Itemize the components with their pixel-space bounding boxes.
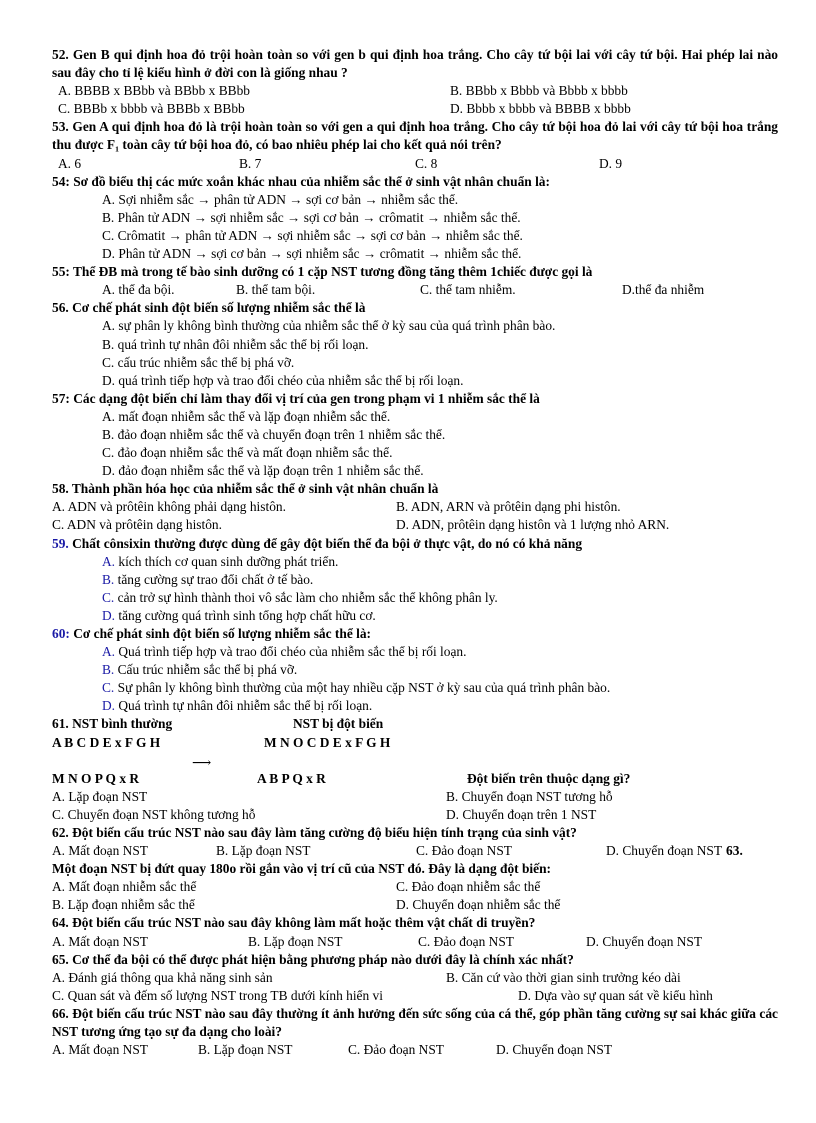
option-b: B. Phân tử ADN → sợi nhiễm sắc → sợi cơ bản → crômatit → nhiễm sắc thể.	[102, 209, 521, 225]
option-b	[52, 661, 778, 679]
option-c: C. Chuyển đoạn NST không tương hỗ	[52, 806, 256, 822]
option-d: D. 9	[599, 155, 623, 171]
question-text: Cơ chế phát sinh đột biến số lượng nhiễm sắc thể là:	[69, 626, 371, 641]
question-54-stem: 54: Sơ đồ biểu thị các mức xoắn khác nhau của nhiễm sắc thể ở sinh vật nhân chuẩn là:	[52, 173, 550, 189]
option-c: C. Đảo đoạn NST	[416, 843, 512, 859]
question-61-options-row2	[52, 806, 778, 824]
option-a: A. Mất đoạn NST	[52, 933, 148, 949]
option-c: C. Đảo đoạn NST	[418, 933, 514, 949]
question-62-options	[52, 842, 778, 860]
question-61-sequence-row1	[52, 734, 778, 752]
option-d: D. Chuyển đoạn NST	[606, 843, 723, 859]
question-63-number: 63.	[726, 843, 743, 859]
option-c: C. cấu trúc nhiễm sắc thể bị phá vỡ.	[102, 354, 295, 370]
option-d: D. Dựa vào sự quan sát về kiểu hình	[518, 987, 713, 1003]
question-58-stem: 58. Thành phần hóa học của nhiễm sắc thể ở sinh vật nhân chuẩn là	[52, 481, 439, 497]
option-b: B. đảo đoạn nhiễm sắc thể và chuyển đoạn trên 1 nhiễm sắc thể.	[102, 426, 446, 442]
option-c: C. Đảo đoạn nhiễm sắc thể	[396, 879, 541, 895]
option-b: B. Lặp đoạn NST	[216, 843, 311, 859]
document-page	[52, 46, 778, 1059]
option-d	[52, 607, 778, 625]
question-65-stem: 65. Cơ thể đa bội có thể được phát hiện bằng phương pháp nào dưới đây là chính xác nhất?	[52, 951, 574, 967]
option-text: kích thích cơ quan sinh dưỡng phát triển.	[115, 553, 339, 569]
option-c: C. thể tam nhiễm.	[420, 282, 516, 298]
option-a: A. BBBB x BBbb và BBbb x BBbb	[58, 83, 250, 99]
option-d: D. ADN, prôtêin dạng histôn và 1 lượng nhỏ ARN.	[396, 517, 670, 533]
option-b: B. Chuyển đoạn NST tương hỗ	[446, 788, 613, 804]
question-65-options-row1	[52, 969, 778, 987]
option-c	[52, 589, 778, 607]
mutant-sequence-2: A B P Q x R	[257, 770, 326, 786]
question-61-options-row1	[52, 788, 778, 806]
option-a: A. Mất đoạn nhiễm sắc thể	[52, 879, 197, 895]
arrow-icon: ⟶	[192, 754, 212, 770]
option-text: Sự phân ly không bình thường của một hay nhiều cặp NST ở kỳ sau của quá trình phân bào.	[114, 680, 611, 696]
option-letter: A.	[102, 644, 116, 660]
normal-nst-label: 61. NST bình thường	[52, 716, 173, 732]
option-b: B. 7	[239, 155, 262, 171]
option-c: C. BBBb x bbbb và BBBb x BBbb	[58, 101, 245, 117]
option-b: B. quá trình tự nhân đôi nhiễm sắc thể bị rối loạn.	[102, 336, 369, 352]
option-c: C. Đảo đoạn NST	[348, 1042, 444, 1058]
question-65-options-row2	[52, 987, 778, 1005]
option-c	[52, 679, 778, 697]
option-a: A. Lặp đoạn NST	[52, 788, 148, 804]
question-number: 59.	[52, 535, 69, 551]
question-52-options-row2	[52, 100, 778, 118]
question-63-options-row2	[52, 896, 778, 914]
option-letter: B.	[102, 662, 115, 678]
question-66-stem: 66. Đột biến cấu trúc NST nào sau đây thường ít ảnh hưởng đến sức sống của cá thể, góp phần tăng cường sự sai khác giữa các NST tương ứng tạo sự đa dạng cho loài?	[52, 1005, 778, 1039]
question-66-options	[52, 1041, 778, 1059]
question-53-stem: 53. Gen A qui định hoa đỏ là trội hoàn toàn so với gen a qui định hoa trắng. Cho cây tứ bội hoa đỏ lai với cây tứ bội hoa trắng thu được F₁ toàn cây tứ bội hoa đỏ, có bao nhiêu phép lai cho kết quả nói trên?	[52, 119, 778, 153]
option-text: Cấu trúc nhiễm sắc thể bị phá vỡ.	[114, 662, 298, 678]
option-c: C. 8	[415, 155, 438, 171]
option-b: B. ADN, ARN và prôtêin dạng phi histôn.	[396, 499, 621, 515]
option-c: C. Quan sát và đếm số lượng NST trong TB dưới kính hiển vi	[52, 987, 383, 1003]
option-d: D. Chuyển đoạn trên 1 NST	[446, 806, 597, 822]
question-58-options-row1	[52, 498, 778, 516]
option-b: B. thể tam bội.	[236, 282, 316, 298]
option-letter: A.	[102, 553, 116, 569]
option-d: D. Phân tử ADN → sợi cơ bản → sợi nhiễm sắc → crômatit → nhiễm sắc thể.	[102, 246, 522, 262]
mutant-sequence-1: M N O C D E x F G H	[264, 734, 391, 750]
normal-sequence-2: M N O P Q x R	[52, 770, 140, 786]
option-b: B. Lặp đoạn NST	[248, 933, 343, 949]
question-58-options-row2	[52, 516, 778, 534]
option-d: D.thể đa nhiễm	[622, 282, 705, 298]
option-a: A. mất đoạn nhiễm sắc thể và lặp đoạn nhiễm sắc thể.	[102, 408, 391, 424]
option-b	[52, 571, 778, 589]
option-c: C. đảo đoạn nhiễm sắc thể và mất đoạn nhiễm sắc thể.	[102, 445, 393, 461]
question-64-options	[52, 933, 778, 951]
question-text: Chất cônsixin thường được dùng để gây đột biến thể đa bội ở thực vật, do nó có khả năng	[68, 535, 583, 551]
question-number: 60:	[52, 626, 70, 641]
option-text: Quá trình tiếp hợp và trao đổi chéo của nhiễm sắc thể bị rối loạn.	[115, 644, 467, 660]
question-55-options	[52, 281, 778, 299]
option-letter: C.	[102, 589, 115, 605]
option-b: B. Căn cứ vào thời gian sinh trưởng kéo dài	[446, 969, 681, 985]
option-d: D. Chuyển đoạn NST	[496, 1042, 613, 1058]
option-d	[52, 697, 778, 715]
option-d: D. đảo đoạn nhiễm sắc thể và lặp đoạn trên 1 nhiễm sắc thể.	[102, 463, 424, 479]
option-text: Quá trình tự nhân đôi nhiễm sắc thể bị rối loạn.	[115, 698, 373, 714]
option-c: C. Crômatit → phân tử ADN → sợi nhiễm sắc → sợi cơ bản → nhiễm sắc thể.	[102, 227, 523, 243]
option-letter: B.	[102, 571, 115, 587]
option-b: B. BBbb x Bbbb và Bbbb x bbbb	[450, 83, 628, 99]
question-52-options-row1	[52, 82, 778, 100]
question-60-stem	[52, 625, 778, 643]
option-a: A. 6	[58, 155, 82, 171]
question-61-sequence-row2	[52, 770, 778, 788]
option-a: A. Đánh giá thông qua khả năng sinh sản	[52, 969, 273, 985]
option-letter: D.	[102, 607, 116, 623]
question-63-stem: Một đoạn NST bị đứt quay 180o rồi gắn vào vị trí cũ của NST đó. Đây là dạng đột biến:	[52, 861, 551, 877]
option-text: cản trở sự hình thành thoi vô sắc làm cho nhiễm sắc thể không phân ly.	[114, 589, 498, 605]
option-c: C. ADN và prôtêin dạng histôn.	[52, 517, 222, 533]
question-55-stem: 55: Thể ĐB mà trong tế bào sinh dưỡng có 1 cặp NST tương đồng tăng thêm 1chiếc được gọi là	[52, 264, 593, 280]
option-d: D. Chuyển đoạn nhiễm sắc thể	[396, 897, 561, 913]
option-a: A. sự phân ly không bình thường của nhiễm sắc thể ở kỳ sau của quá trình phân bào.	[102, 318, 556, 334]
option-a: A. Mất đoạn NST	[52, 1042, 148, 1058]
option-a: A. Mất đoạn NST	[52, 843, 148, 859]
option-letter: D.	[102, 698, 116, 714]
option-b: B. Lặp đoạn NST	[198, 1042, 293, 1058]
option-d: D. Bbbb x bbbb và BBBB x bbbb	[450, 101, 631, 117]
question-63-options-row1	[52, 878, 778, 896]
option-a: A. Sợi nhiễm sắc → phân tử ADN → sợi cơ bản → nhiễm sắc thể.	[102, 191, 459, 207]
option-a: A. ADN và prôtêin không phải dạng histôn.	[52, 499, 286, 515]
option-text: tăng cường quá trình sinh tổng hợp chất hữu cơ.	[115, 607, 376, 623]
question-64-stem: 64. Đột biến cấu trúc NST nào sau đây không làm mất hoặc thêm vật chất di truyền?	[52, 915, 536, 931]
question-61-arrow	[52, 752, 778, 770]
question-59-stem	[52, 535, 778, 553]
option-letter: C.	[102, 680, 115, 696]
question-61-question: Đột biến trên thuộc dạng gì?	[467, 770, 631, 786]
question-61-heading	[52, 715, 778, 733]
question-53-options	[52, 155, 778, 173]
option-b: B. Lặp đoạn nhiễm sắc thể	[52, 897, 195, 913]
question-57-stem: 57: Các dạng đột biến chỉ làm thay đổi vị trí của gen trong phạm vi 1 nhiễm sắc thể là	[52, 390, 540, 406]
normal-sequence-1: A B C D E x F G H	[52, 734, 161, 750]
question-62-stem: 62. Đột biến cấu trúc NST nào sau đây làm tăng cường độ biểu hiện tính trạng của sinh vật?	[52, 824, 577, 840]
option-d: D. Chuyển đoạn NST	[586, 933, 703, 949]
option-text: tăng cường sự trao đổi chất ở tế bào.	[114, 571, 314, 587]
option-a: A. thể đa bội.	[102, 282, 175, 298]
mutant-nst-label: NST bị đột biến	[293, 716, 384, 732]
question-56-stem: 56. Cơ chế phát sinh đột biến số lượng nhiễm sắc thể là	[52, 300, 366, 316]
option-d: D. quá trình tiếp hợp và trao đổi chéo của nhiễm sắc thể bị rối loạn.	[102, 372, 464, 388]
option-a	[52, 643, 778, 661]
option-a	[52, 553, 778, 571]
question-52-stem: 52. Gen B qui định hoa đỏ trội hoàn toàn so với gen b qui định hoa trắng. Cho cây tứ bội lai với cây tứ bội. Hai phép lai nào sau đây cho tỉ lệ kiểu hình ở đời con là giống nhau ?	[52, 47, 778, 81]
